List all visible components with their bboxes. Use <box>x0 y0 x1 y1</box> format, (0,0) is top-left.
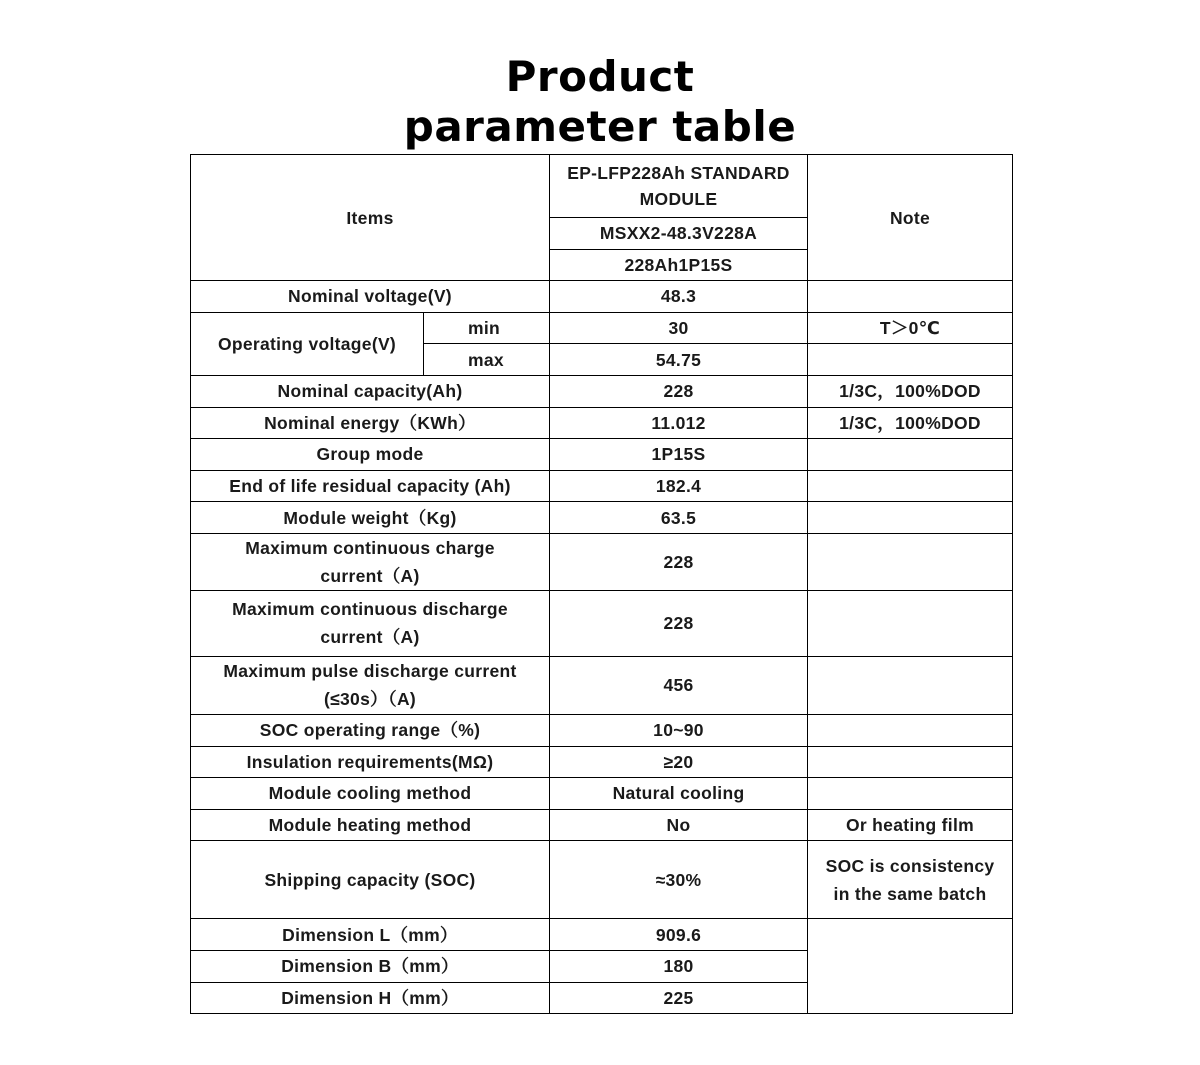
row-item-line: Maximum pulse discharge current <box>223 661 517 682</box>
row-value: 228 <box>550 375 808 407</box>
header-items: Items <box>191 155 550 281</box>
table-row <box>191 656 1013 714</box>
row-note: 1/3C，100%DOD <box>808 407 1013 439</box>
row-note <box>808 714 1013 746</box>
row-note <box>808 778 1013 810</box>
table-row <box>191 590 1013 656</box>
row-item: Nominal energy（KWh） <box>191 407 550 439</box>
row-note <box>808 470 1013 502</box>
table-row <box>191 746 1013 778</box>
row-note <box>808 656 1013 714</box>
row-item: Module weight（Kg) <box>191 502 550 534</box>
header-model-name: EP-LFP228Ah STANDARD MODULE <box>550 155 808 218</box>
row-value: 48.3 <box>550 281 808 313</box>
row-note <box>808 919 1013 1014</box>
table-row <box>191 439 1013 471</box>
row-note-line: in the same batch <box>833 883 987 904</box>
row-value: 11.012 <box>550 407 808 439</box>
table-row <box>191 841 1013 919</box>
row-item: Nominal voltage(V) <box>191 281 550 313</box>
row-value: 63.5 <box>550 502 808 534</box>
table-row <box>191 407 1013 439</box>
parameter-table <box>190 154 1013 1014</box>
row-item: Module cooling method <box>191 778 550 810</box>
row-value: 1P15S <box>550 439 808 471</box>
row-item-line: Maximum continuous discharge <box>232 599 508 620</box>
table-row <box>191 714 1013 746</box>
table-row <box>191 778 1013 810</box>
table-row <box>191 375 1013 407</box>
row-item <box>191 533 550 590</box>
table-row <box>191 533 1013 590</box>
row-item: End of life residual capacity (Ah) <box>191 470 550 502</box>
table-row <box>191 281 1013 313</box>
row-note <box>808 439 1013 471</box>
row-item: Module heating method <box>191 809 550 841</box>
row-note <box>808 502 1013 534</box>
row-value: 225 <box>550 982 808 1014</box>
row-value: 30 <box>550 312 808 344</box>
header-config: 228Ah1P15S <box>550 249 808 281</box>
page-title <box>0 52 1200 152</box>
row-item-line: Maximum continuous charge <box>245 537 495 558</box>
row-note <box>808 841 1013 919</box>
table-row <box>191 919 1013 951</box>
row-item: Dimension H（mm） <box>191 982 550 1014</box>
row-note: T＞0℃ <box>808 312 1013 344</box>
row-item: Insulation requirements(MΩ) <box>191 746 550 778</box>
row-item: Dimension L（mm） <box>191 919 550 951</box>
table-row <box>191 809 1013 841</box>
row-value: 909.6 <box>550 919 808 951</box>
row-note-line: SOC is consistency <box>825 855 995 876</box>
row-note <box>808 281 1013 313</box>
row-value: No <box>550 809 808 841</box>
row-item: Nominal capacity(Ah) <box>191 375 550 407</box>
row-item-line: current（A) <box>320 565 420 586</box>
row-item-line: current（A) <box>320 627 420 648</box>
page-title-line1: Product <box>505 52 695 102</box>
row-item: Shipping capacity (SOC) <box>191 841 550 919</box>
row-item: Operating voltage(V) <box>191 312 424 375</box>
row-note <box>808 344 1013 376</box>
table-row <box>191 312 1013 344</box>
row-note: Or heating film <box>808 809 1013 841</box>
row-item <box>191 590 550 656</box>
header-note: Note <box>808 155 1013 281</box>
row-item: SOC operating range（%) <box>191 714 550 746</box>
row-value: 10~90 <box>550 714 808 746</box>
row-value: 456 <box>550 656 808 714</box>
row-note <box>808 590 1013 656</box>
row-value: Natural cooling <box>550 778 808 810</box>
page-title-line2: parameter table <box>403 102 797 152</box>
row-item <box>191 656 550 714</box>
row-note <box>808 746 1013 778</box>
table-row <box>191 502 1013 534</box>
row-item: Dimension B（mm） <box>191 950 550 982</box>
header-model-code: MSXX2-48.3V228A <box>550 218 808 250</box>
row-item-line: (≤30s）（A) <box>323 689 417 710</box>
row-note <box>808 533 1013 590</box>
row-value: 182.4 <box>550 470 808 502</box>
row-value: 228 <box>550 590 808 656</box>
row-value: 54.75 <box>550 344 808 376</box>
row-value: 180 <box>550 950 808 982</box>
row-value: 228 <box>550 533 808 590</box>
table-header-row <box>191 155 1013 218</box>
table-row <box>191 470 1013 502</box>
row-note: 1/3C，100%DOD <box>808 375 1013 407</box>
row-sub-label: min <box>424 312 550 344</box>
row-value: ≈30% <box>550 841 808 919</box>
row-item: Group mode <box>191 439 550 471</box>
row-value: ≥20 <box>550 746 808 778</box>
row-sub-label: max <box>424 344 550 376</box>
